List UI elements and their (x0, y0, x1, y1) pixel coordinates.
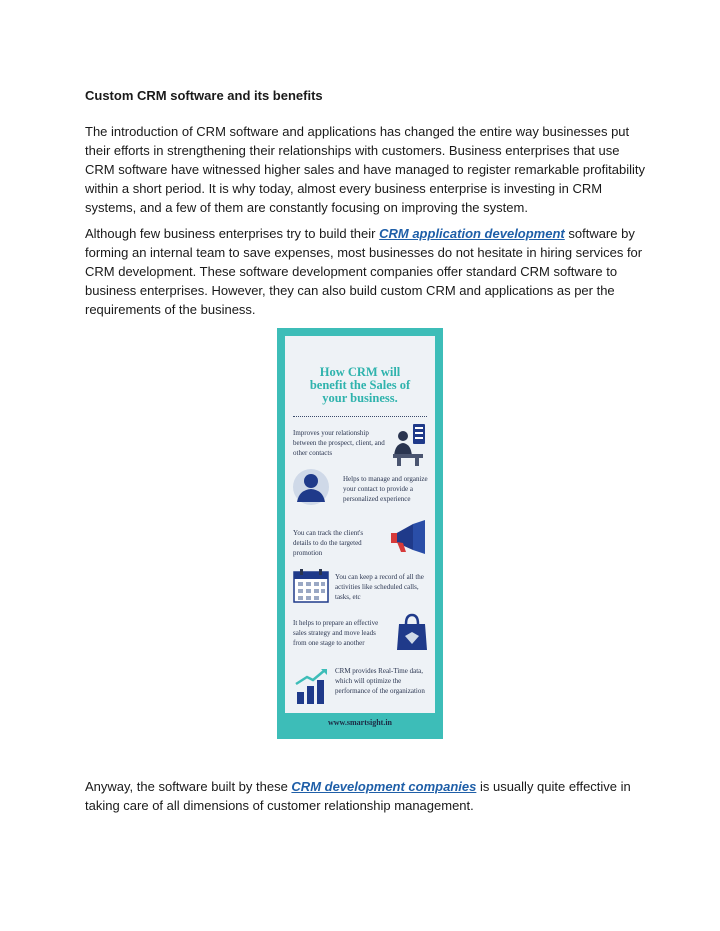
infographic-card (285, 336, 435, 713)
dotted-divider (293, 416, 427, 417)
crm-development-companies-link[interactable]: CRM development companies (291, 779, 477, 794)
title-line: your business. (322, 391, 398, 405)
paragraph-text: is usually quite effective in taking care of all dimensions of customer relationship management. (85, 779, 631, 813)
paragraph-text: software by forming an internal team to save expenses, most businesses do not hesitate in hiring services for CRM development. These software development companies offer standard CRM software to business enterprises. However, they can also build custom CRM and applications as per the requirements of the business. (85, 226, 643, 317)
megaphone-icon (389, 518, 429, 558)
title-line: benefit the Sales of (309, 378, 411, 392)
paragraph-text: Although few business enterprises try to build their (85, 226, 380, 241)
paragraph-intro: The introduction of CRM software and applications has changed the entire way businesses put their efforts in strengthening their relationships with customers. Business enterprises that use CRM software have witnessed higher sales and have managed to register remarkable profitability within a short period. It is why today, almost every business enterprise is investing in CRM systems, and a few of them are constantly focusing on improving the system. (85, 124, 646, 215)
contact-person-icon (291, 468, 331, 506)
infographic-title (285, 366, 435, 405)
benefit-item-1: Improves your relationship between the prospect, client, and other contacts (293, 429, 385, 457)
crm-benefits-infographic (277, 328, 443, 739)
paragraph-development (85, 224, 645, 319)
shopping-bag-icon (395, 612, 429, 652)
calendar-icon (293, 568, 329, 604)
benefit-item-6: CRM provides Real-Time data, which will optimize the performance of the organization (335, 667, 425, 695)
benefit-item-3: You can track the client's details to do the targeted promotion (293, 529, 364, 557)
paragraph-conclusion (85, 777, 645, 815)
person-at-desk-icon (389, 420, 431, 466)
paragraph-text: Anyway, the software built by these (85, 779, 292, 794)
benefit-item-4: You can keep a record of all the activities like scheduled calls, tasks, etc (335, 573, 424, 601)
section-heading: Custom CRM software and its benefits (85, 88, 323, 103)
infographic-footer-url: www.smartsight.in (327, 718, 392, 727)
crm-application-development-link[interactable]: CRM application development (379, 226, 565, 241)
benefit-item-5: It helps to prepare an effective sales strategy and move leads from one stage to another (293, 619, 379, 647)
benefit-item-2: Helps to manage and organize your contact to provide a personalized experience (343, 475, 428, 503)
title-line: How CRM will (319, 365, 401, 379)
growth-chart-icon (293, 666, 333, 706)
